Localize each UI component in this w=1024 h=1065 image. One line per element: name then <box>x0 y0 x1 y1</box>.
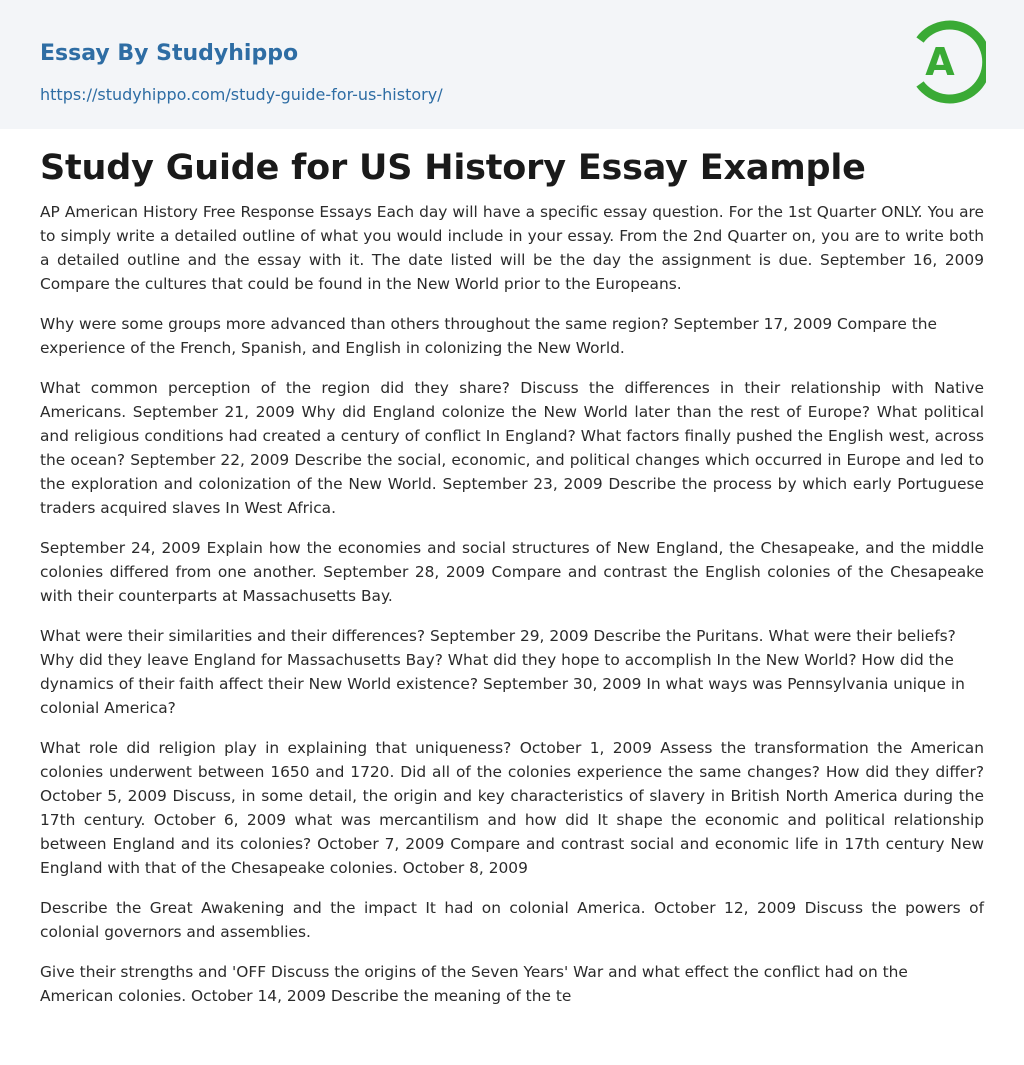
article-paragraph: Why were some groups more advanced than others throughout the same region? September 17, 2009 Compare the experience of the French, Spanish, and English in colonizing the New World. <box>40 315 938 357</box>
studyhippo-logo-icon[interactable] <box>914 20 986 104</box>
article-paragraph: Give their strengths and 'OFF Discuss the origins of the Seven Years' War and what effect the conflict had on the American colonies. October 14, 2009 Describe the meaning of the te <box>40 963 908 1005</box>
article-paragraph: What were their similarities and their differences? September 29, 2009 Describe the Puritans. What were their beliefs? Why did they leave England for Massachusetts Bay? What did they hope to accomplish In the New World? How did the dynamics of their faith affect their New World existence? September 30, 2009 In what ways was Pennsylvania unique in colonial America? <box>40 627 965 717</box>
article-paragraph: Describe the Great Awakening and the impact It had on colonial America. October 12, 2009 Discuss the powers of colonial governors and assemblies. <box>40 899 984 941</box>
article-paragraph: AP American History Free Response Essays Each day will have a specific essay question. For the 1st Quarter ONLY. You are to simply write a detailed outline of what you would include in your essay. From the 2nd Quarter on, you are to write both a detailed outline and the essay with it. The date listed will be the day the assignment is due. September 16, 2009 Compare the cultures that could be found in the New World prior to the Europeans. <box>40 203 984 293</box>
article-paragraph: September 24, 2009 Explain how the economies and social structures of New England, the Chesapeake, and the middle colonies differed from one another. September 28, 2009 Compare and contrast the English colonies of the Chesapeake with their counterparts at Massachusetts Bay. <box>40 539 984 605</box>
page-title: Study Guide for US History Essay Example <box>40 148 866 188</box>
site-brand[interactable]: Essay By Studyhippo <box>40 41 299 66</box>
article-paragraph: What common perception of the region did they share? Discuss the differences in their relationship with Native Americans. September 21, 2009 Why did England colonize the New World later than the rest of Europe? What political and religious conditions had created a century of conflict In England? What factors finally pushed the English west, across the ocean? September 22, 2009 Describe the social, economic, and political changes which occurred in Europe and led to the exploration and colonization of the New World. September 23, 2009 Describe the process by which early Portuguese traders acquired slaves In West Africa. <box>40 379 984 517</box>
page-url-link[interactable]: https://studyhippo.com/study-guide-for-us-history/ <box>40 85 443 104</box>
article-paragraph: What role did religion play in explaining that uniqueness? October 1, 2009 Assess the transformation the American colonies underwent between 1650 and 1720. Did all of the colonies experience the same changes? How did they differ? October 5, 2009 Discuss, in some detail, the origin and key characteristics of slavery in British North America during the 17th century. October 6, 2009 what was mercantilism and how did It shape the economic and political relationship between England and its colonies? October 7, 2009 Compare and contrast social and economic life in 17th century New England with that of the Chesapeake colonies. October 8, 2009 <box>40 739 984 877</box>
article-body <box>40 200 984 1024</box>
logo-letter: A <box>925 40 955 84</box>
